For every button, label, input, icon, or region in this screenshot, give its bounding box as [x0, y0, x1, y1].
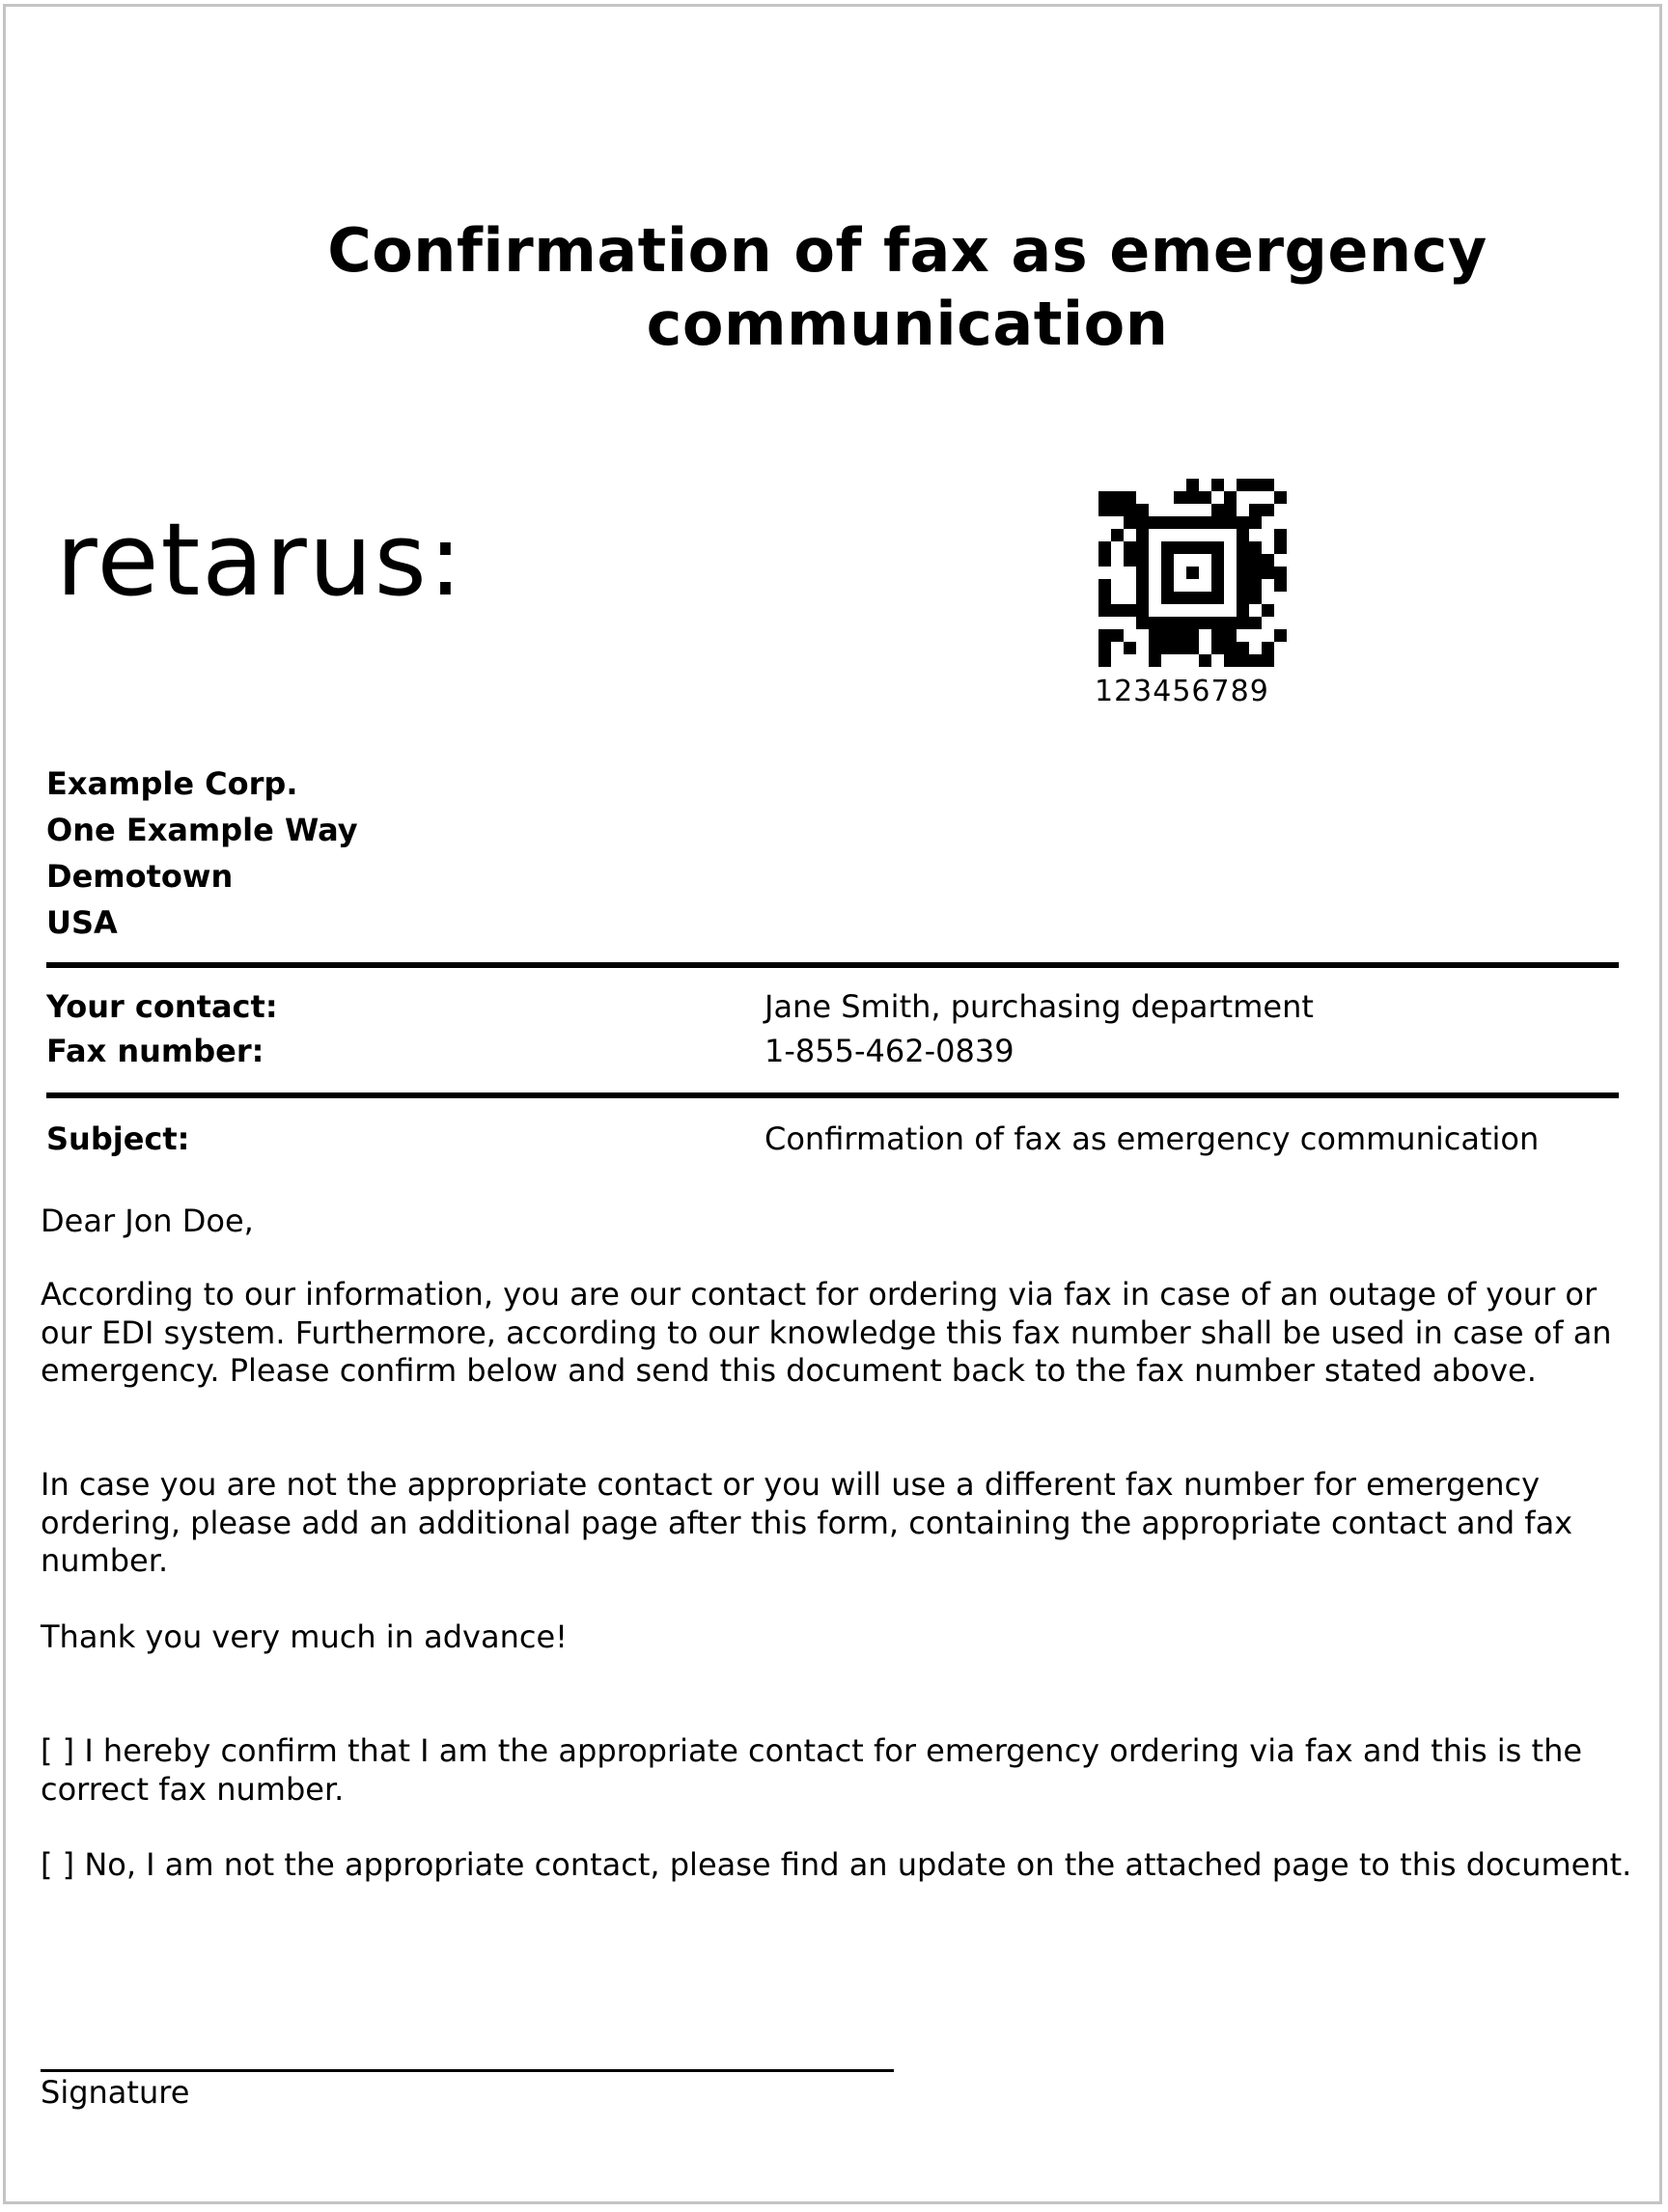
barcode-module	[1211, 654, 1224, 667]
paragraph-text: According to our information, you are our contact for ordering via fax in case of an outage of your or our EDI system. Furthermore, according to our knowledge this fax number shall be used in case of an emergency. Please confirm below and send this document back to the fax number stated above.	[41, 1276, 1612, 1389]
barcode-module	[1161, 617, 1174, 629]
barcode-module	[1237, 592, 1249, 604]
barcode-module	[1237, 567, 1249, 579]
barcode-module	[1249, 579, 1262, 592]
barcode-module	[1237, 554, 1249, 567]
barcode-module	[1224, 579, 1237, 592]
address-company: Example Corp.	[46, 765, 298, 802]
barcode-module	[1111, 629, 1124, 642]
barcode-module	[1136, 529, 1149, 541]
barcode-module	[1098, 516, 1111, 529]
address-country: USA	[46, 904, 118, 941]
barcode-module	[1136, 491, 1149, 504]
barcode-module	[1211, 491, 1224, 504]
barcode-module	[1262, 642, 1274, 654]
barcode-module	[1098, 567, 1111, 579]
barcode-module	[1124, 529, 1136, 541]
barcode-module	[1249, 604, 1262, 617]
barcode-module	[1161, 567, 1174, 579]
barcode-module	[1149, 541, 1161, 554]
barcode-module	[1186, 529, 1199, 541]
barcode-module	[1174, 529, 1186, 541]
barcode-module	[1224, 541, 1237, 554]
barcode-module	[1199, 579, 1211, 592]
barcode-module	[1186, 617, 1199, 629]
barcode-number: 123456789	[1095, 675, 1269, 708]
barcode-module	[1161, 654, 1174, 667]
closing	[41, 1618, 1643, 1657]
barcode-module	[1224, 592, 1237, 604]
barcode-module	[1262, 504, 1274, 516]
barcode-module	[1186, 629, 1199, 642]
barcode-module	[1199, 617, 1211, 629]
barcode-module	[1249, 642, 1262, 654]
barcode-module	[1249, 516, 1262, 529]
contact-value: Jane Smith, purchasing department	[764, 988, 1314, 1025]
barcode-module	[1237, 579, 1249, 592]
fax-label: Fax number:	[46, 1033, 264, 1069]
barcode-module	[1186, 579, 1199, 592]
barcode-module	[1199, 554, 1211, 567]
barcode-module	[1249, 654, 1262, 667]
barcode-module	[1237, 604, 1249, 617]
barcode-module	[1136, 629, 1149, 642]
barcode-module	[1174, 479, 1186, 491]
fax-value: 1-855-462-0839	[764, 1033, 1015, 1069]
barcode-module	[1111, 604, 1124, 617]
barcode-module	[1111, 516, 1124, 529]
barcode-module	[1186, 592, 1199, 604]
barcode-module	[1186, 541, 1199, 554]
barcode-module	[1098, 617, 1111, 629]
barcode-module	[1098, 642, 1111, 654]
aztec-barcode-icon	[1098, 479, 1287, 667]
barcode-module	[1174, 617, 1186, 629]
barcode-module	[1211, 604, 1224, 617]
document-title: Confirmation of fax as emergency communication	[327, 214, 1487, 359]
barcode-module	[1136, 479, 1149, 491]
barcode-module	[1124, 504, 1136, 516]
barcode-module	[1161, 579, 1174, 592]
barcode-module	[1199, 642, 1211, 654]
barcode-module	[1098, 554, 1111, 567]
barcode-module	[1211, 592, 1224, 604]
barcode-module	[1124, 541, 1136, 554]
barcode-module	[1111, 567, 1124, 579]
barcode-module	[1224, 504, 1237, 516]
barcode-module	[1262, 554, 1274, 567]
barcode-module	[1237, 479, 1249, 491]
barcode-module	[1174, 654, 1186, 667]
barcode-module	[1262, 529, 1274, 541]
barcode-module	[1186, 604, 1199, 617]
barcode-module	[1186, 654, 1199, 667]
barcode-module	[1111, 504, 1124, 516]
barcode-module	[1262, 592, 1274, 604]
barcode-module	[1224, 617, 1237, 629]
barcode-module	[1124, 592, 1136, 604]
barcode-module	[1124, 642, 1136, 654]
barcode-module	[1199, 529, 1211, 541]
barcode-module	[1262, 541, 1274, 554]
barcode-module	[1149, 479, 1161, 491]
barcode-module	[1211, 479, 1224, 491]
barcode-module	[1237, 516, 1249, 529]
barcode-module	[1262, 629, 1274, 642]
barcode-module	[1161, 491, 1174, 504]
barcode-module	[1124, 567, 1136, 579]
barcode-module	[1249, 554, 1262, 567]
barcode-module	[1249, 617, 1262, 629]
signature-label: Signature	[41, 2074, 190, 2111]
barcode-module	[1224, 529, 1237, 541]
barcode-module	[1098, 654, 1111, 667]
barcode-module	[1249, 529, 1262, 541]
barcode-module	[1237, 654, 1249, 667]
barcode-module	[1161, 516, 1174, 529]
barcode-module	[1274, 479, 1287, 491]
barcode-module	[1124, 604, 1136, 617]
barcode-module	[1111, 642, 1124, 654]
barcode-module	[1161, 642, 1174, 654]
barcode-module	[1149, 604, 1161, 617]
barcode-module	[1161, 529, 1174, 541]
barcode-module	[1274, 617, 1287, 629]
barcode-module	[1262, 604, 1274, 617]
barcode-module	[1111, 654, 1124, 667]
barcode-module	[1199, 541, 1211, 554]
barcode-module	[1149, 504, 1161, 516]
barcode-module	[1199, 504, 1211, 516]
signature-line[interactable]	[41, 2069, 894, 2072]
barcode-module	[1249, 491, 1262, 504]
body-paragraph	[41, 1276, 1643, 1391]
barcode-module	[1124, 491, 1136, 504]
barcode-module	[1161, 541, 1174, 554]
barcode-module	[1237, 629, 1249, 642]
barcode-module	[1262, 567, 1274, 579]
barcode-module	[1136, 579, 1149, 592]
barcode-module	[1124, 479, 1136, 491]
barcode-module	[1174, 504, 1186, 516]
barcode-module	[1224, 642, 1237, 654]
barcode-module	[1274, 516, 1287, 529]
barcode-module	[1111, 491, 1124, 504]
barcode-module	[1249, 479, 1262, 491]
barcode-module	[1098, 529, 1111, 541]
barcode-module	[1262, 479, 1274, 491]
barcode-module	[1124, 654, 1136, 667]
barcode-module	[1174, 642, 1186, 654]
confirm-option-text: [ ] I hereby confirm that I am the appropriate contact for emergency ordering via fax and this is the correct fax number.	[41, 1732, 1583, 1808]
barcode-module	[1149, 579, 1161, 592]
decline-option-text: [ ] No, I am not the appropriate contact, please find an update on the attached page to this document.	[41, 1846, 1632, 1883]
address-city: Demotown	[46, 858, 234, 895]
divider	[46, 1092, 1619, 1098]
barcode-module	[1237, 642, 1249, 654]
barcode-module	[1224, 654, 1237, 667]
barcode-module	[1149, 654, 1161, 667]
barcode-module	[1186, 567, 1199, 579]
barcode-module	[1136, 642, 1149, 654]
barcode-module	[1237, 491, 1249, 504]
barcode-module	[1199, 654, 1211, 667]
barcode-module	[1249, 541, 1262, 554]
barcode-module	[1174, 604, 1186, 617]
barcode-module	[1199, 567, 1211, 579]
address-street: One Example Way	[46, 812, 358, 848]
barcode-module	[1211, 541, 1224, 554]
barcode-module	[1249, 504, 1262, 516]
barcode-module	[1098, 504, 1111, 516]
paragraph-text: In case you are not the appropriate contact or you will use a different fax number for emergency ordering, please add an additional page after this form, containing the appropriate contact and fax number.	[41, 1466, 1573, 1579]
barcode-module	[1111, 479, 1124, 491]
barcode-module	[1211, 642, 1224, 654]
barcode-module	[1111, 617, 1124, 629]
barcode-module	[1211, 579, 1224, 592]
barcode-module	[1211, 504, 1224, 516]
barcode-module	[1211, 629, 1224, 642]
barcode-module	[1111, 554, 1124, 567]
divider	[46, 962, 1619, 968]
barcode-module	[1199, 479, 1211, 491]
barcode-module	[1274, 604, 1287, 617]
barcode-module	[1262, 617, 1274, 629]
barcode-module	[1111, 592, 1124, 604]
barcode-module	[1224, 479, 1237, 491]
barcode-module	[1274, 554, 1287, 567]
barcode-module	[1161, 604, 1174, 617]
barcode-module	[1149, 642, 1161, 654]
barcode-module	[1274, 654, 1287, 667]
barcode-module	[1174, 491, 1186, 504]
barcode-module	[1224, 629, 1237, 642]
barcode-module	[1174, 567, 1186, 579]
barcode-module	[1262, 654, 1274, 667]
body-paragraph	[41, 1466, 1643, 1581]
barcode-module	[1174, 541, 1186, 554]
barcode-module	[1274, 642, 1287, 654]
barcode-module	[1274, 567, 1287, 579]
barcode-module	[1124, 629, 1136, 642]
barcode-module	[1136, 541, 1149, 554]
barcode-module	[1274, 541, 1287, 554]
barcode-module	[1211, 516, 1224, 529]
barcode-module	[1249, 629, 1262, 642]
barcode-module	[1098, 491, 1111, 504]
barcode-module	[1174, 516, 1186, 529]
barcode-module	[1136, 617, 1149, 629]
barcode-module	[1111, 579, 1124, 592]
barcode-module	[1124, 617, 1136, 629]
barcode-module	[1136, 654, 1149, 667]
barcode-module	[1149, 617, 1161, 629]
barcode-module	[1174, 579, 1186, 592]
barcode-module	[1149, 516, 1161, 529]
barcode-module	[1124, 579, 1136, 592]
barcode-module	[1186, 504, 1199, 516]
barcode-module	[1249, 592, 1262, 604]
barcode-module	[1149, 567, 1161, 579]
barcode-module	[1161, 592, 1174, 604]
barcode-module	[1149, 629, 1161, 642]
barcode-module	[1262, 491, 1274, 504]
barcode-module	[1136, 604, 1149, 617]
barcode-module	[1199, 516, 1211, 529]
barcode-module	[1149, 554, 1161, 567]
barcode-module	[1199, 629, 1211, 642]
barcode-module	[1186, 554, 1199, 567]
greeting-text: Dear Jon Doe,	[41, 1203, 254, 1239]
barcode-module	[1249, 567, 1262, 579]
barcode-module	[1174, 554, 1186, 567]
subject-label: Subject:	[46, 1120, 190, 1157]
barcode-module	[1262, 516, 1274, 529]
barcode-module	[1274, 491, 1287, 504]
barcode-module	[1098, 579, 1111, 592]
closing-text: Thank you very much in advance!	[41, 1618, 568, 1655]
barcode-module	[1186, 479, 1199, 491]
barcode-module	[1124, 516, 1136, 529]
barcode-module	[1136, 567, 1149, 579]
barcode-module	[1174, 629, 1186, 642]
greeting	[41, 1203, 1643, 1241]
barcode-module	[1149, 592, 1161, 604]
barcode-module	[1098, 604, 1111, 617]
barcode-module	[1136, 516, 1149, 529]
barcode-module	[1098, 629, 1111, 642]
barcode-module	[1237, 617, 1249, 629]
barcode-module	[1199, 604, 1211, 617]
barcode-module	[1262, 579, 1274, 592]
barcode-module	[1274, 529, 1287, 541]
barcode-module	[1186, 642, 1199, 654]
barcode-module	[1161, 504, 1174, 516]
barcode-module	[1161, 554, 1174, 567]
barcode-module	[1124, 554, 1136, 567]
barcode-module	[1111, 529, 1124, 541]
barcode-module	[1161, 629, 1174, 642]
barcode-module	[1237, 541, 1249, 554]
barcode-module	[1224, 554, 1237, 567]
barcode-module	[1199, 491, 1211, 504]
barcode-module	[1211, 529, 1224, 541]
barcode-module	[1098, 479, 1111, 491]
barcode-module	[1211, 554, 1224, 567]
barcode-module	[1274, 629, 1287, 642]
barcode-module	[1274, 579, 1287, 592]
barcode-module	[1098, 592, 1111, 604]
barcode-module	[1224, 604, 1237, 617]
barcode-module	[1161, 479, 1174, 491]
barcode-module	[1274, 504, 1287, 516]
barcode-module	[1111, 541, 1124, 554]
barcode-module	[1237, 504, 1249, 516]
barcode-module	[1274, 592, 1287, 604]
barcode-module	[1211, 617, 1224, 629]
barcode-module	[1149, 529, 1161, 541]
barcode-module	[1098, 541, 1111, 554]
barcode-module	[1224, 516, 1237, 529]
barcode-module	[1224, 567, 1237, 579]
subject-value: Confirmation of fax as emergency communication	[764, 1120, 1540, 1157]
retarus-logo: retarus:	[56, 501, 464, 619]
decline-option[interactable]	[41, 1846, 1643, 1885]
barcode-module	[1224, 491, 1237, 504]
barcode-module	[1149, 491, 1161, 504]
barcode-module	[1237, 529, 1249, 541]
barcode-module	[1136, 554, 1149, 567]
confirm-option[interactable]	[41, 1732, 1643, 1809]
barcode-module	[1211, 567, 1224, 579]
barcode-module	[1186, 516, 1199, 529]
recipient-address	[46, 760, 358, 946]
barcode-module	[1136, 592, 1149, 604]
barcode-module	[1186, 491, 1199, 504]
barcode-module	[1136, 504, 1149, 516]
barcode-module	[1199, 592, 1211, 604]
barcode-module	[1174, 592, 1186, 604]
contact-label: Your contact:	[46, 988, 278, 1025]
